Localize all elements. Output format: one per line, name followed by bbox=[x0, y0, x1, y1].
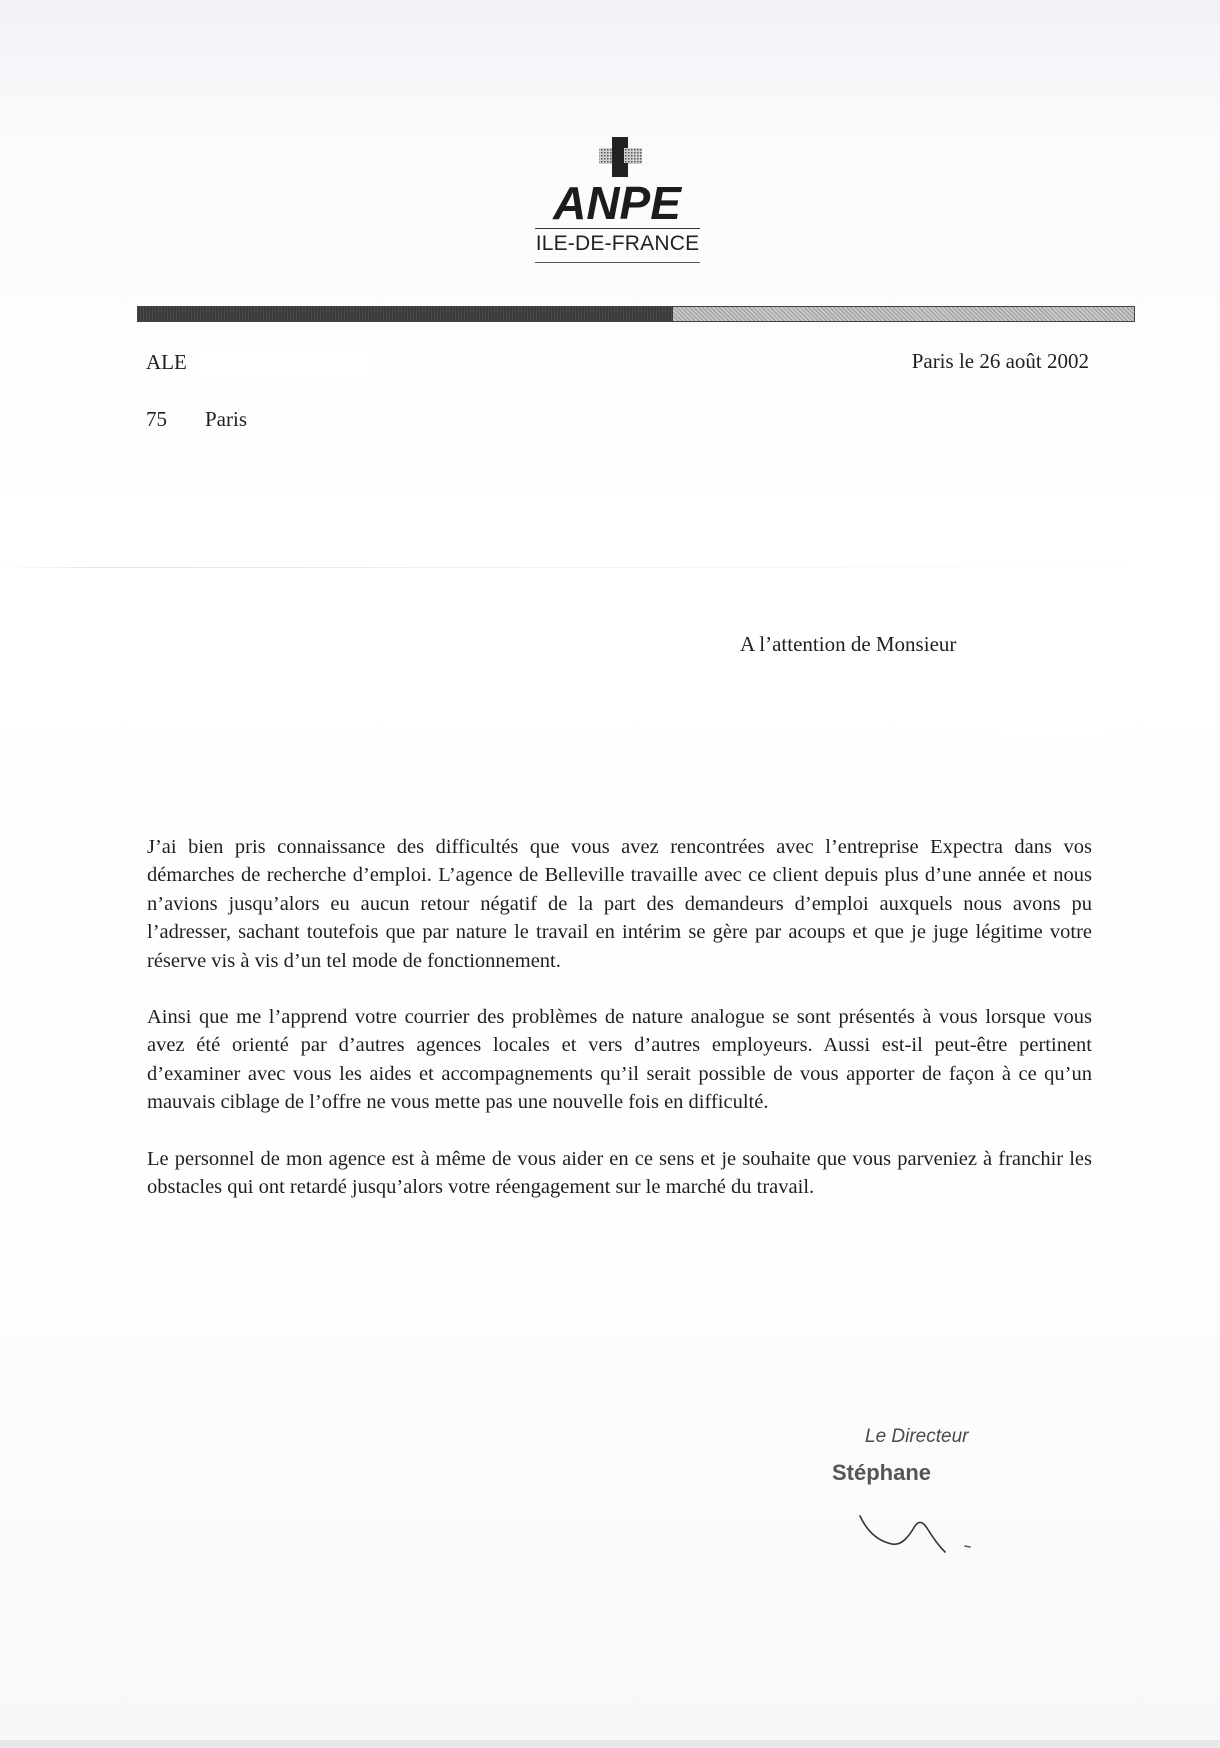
anpe-logo bbox=[535, 135, 700, 265]
anpe-wordmark bbox=[535, 179, 700, 227]
page-bottom-edge bbox=[0, 1740, 1220, 1748]
signatory-name: Stéphane bbox=[832, 1460, 932, 1485]
body-paragraph: J’ai bien pris connaissance des difficultés que vous avez rencontrées avec l’entreprise Expectra dans vos démarches de recherche d’emploi. L’agence de Belleville travaille avec ce client depuis plus d’une année et nous n’avions jusqu’alors eu aucun retour négatif de la part des demandeurs d’emploi auxquels nous avons pu l’adresser, sachant toutefois que par nature le travail en intérim se gère par acoups et que je juge légitime votre réserve vis à vis d’un tel mode de fonctionnement. bbox=[147, 836, 1092, 972]
header-band-dark bbox=[138, 307, 673, 321]
redaction-block bbox=[200, 346, 370, 376]
recipient-attention: A l’attention de Monsieur bbox=[740, 632, 957, 656]
logo-rule-bottom bbox=[535, 262, 700, 263]
signatory-title: Le Directeur bbox=[865, 1426, 969, 1447]
sender-name: ALE bbox=[146, 350, 187, 374]
sender-address bbox=[146, 405, 247, 433]
anpe-emblem-icon bbox=[595, 137, 645, 181]
handwritten-signature-icon bbox=[857, 1506, 997, 1566]
letter-date: Paris le 26 août 2002 bbox=[911, 349, 1089, 373]
header-band bbox=[137, 306, 1135, 322]
logo-region: ILE-DE-FRANCE bbox=[535, 232, 700, 255]
logo-rule bbox=[535, 228, 700, 229]
sender-city: Paris bbox=[205, 407, 247, 431]
letter-body bbox=[147, 833, 1092, 1229]
body-paragraph: Ainsi que me l’apprend votre courrier des problèmes de nature analogue se sont présentés à vous lorsque vous avez été orienté par d’autres agences locales et vers d’autres employeurs. Aussi est-il peut-être pertinent d’examiner avec vous les aides et accompagnements qu’il serait possible de vous apporter de façon à ce qu’un mauvais ciblage de l’offre ne vous mette pas une nouvelle fois en difficulté. bbox=[147, 1006, 1092, 1114]
body-paragraph: Le personnel de mon agence est à même de vous aider en ce sens et je souhaite que vous parveniez à franchir les obstacles qui ont retardé jusqu’alors votre réengagement sur le marché du travail. bbox=[147, 1147, 1092, 1199]
redaction-block bbox=[1003, 626, 1105, 734]
signature-block bbox=[832, 1426, 1092, 1596]
logo-name: ANPE bbox=[553, 179, 681, 227]
sender-postal-code: 75 bbox=[146, 407, 167, 431]
paper-fold-line bbox=[0, 567, 1220, 568]
header-band-light bbox=[673, 307, 1134, 321]
